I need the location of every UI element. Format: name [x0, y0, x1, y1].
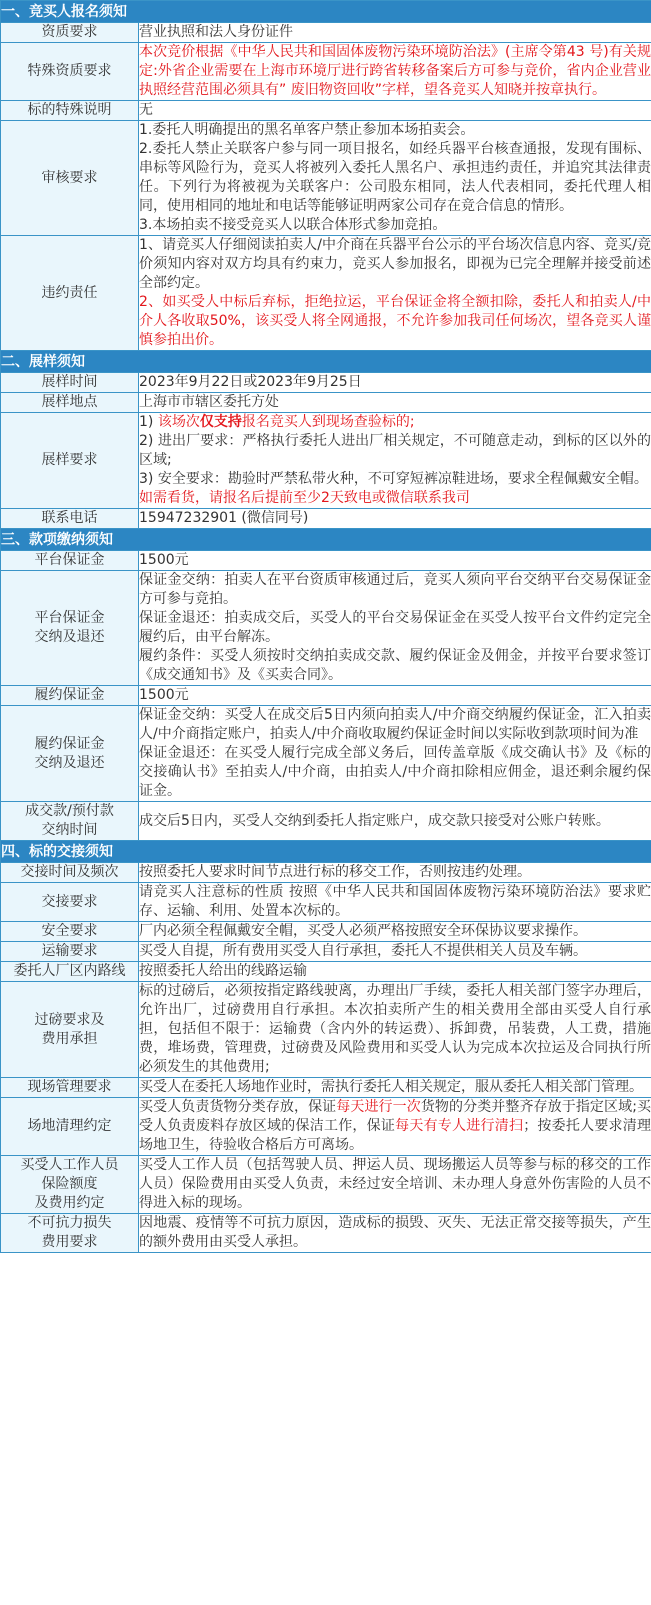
platform-deposit-conditions: 履约条件：买受人须按时交纳拍卖成交款、履约保证金及佣金，并按平台要求签订《成交通知书》及《买卖合同》。: [139, 648, 651, 683]
breach-item-2: 2、如买受人中标后弃标，拒绝拉运，平台保证金将全额扣除，委托人和拍卖人/中介人各收取50%，该买受人将全网通报，不允许参加我司任何场次，望各竞买人谨慎参拍出价。: [139, 294, 651, 348]
handover-time-label: 交接时间及频次: [1, 863, 139, 883]
weighing-label: [1, 982, 139, 1078]
breach-item-1: 1、请竞买人仔细阅读拍卖人/中介商在兵器平台公示的平台场次信息内容、竞买/竞价须知内容对双方均具有约束力，竞买人参加报名，即视为已完全理解并接受前述全部约定。: [139, 237, 651, 291]
handover-time-value: 按照委托人要求时间节点进行标的移交工作，否则按违约处理。: [139, 863, 651, 883]
site-cleanup-value: [139, 1098, 651, 1156]
platform-deposit-refund: 保证金退还：拍卖成交后，买受人的平台交易保证金在买受人按平台文件约定完全履约后，由平台解冻。: [139, 610, 651, 645]
site-management-value: 买受人在委托人场地作业时，需执行委托人相关规定，服从委托人相关部门管理。: [139, 1078, 651, 1098]
force-majeure-label: [1, 1214, 139, 1253]
inspection-requirements-label: 展样要求: [1, 413, 139, 509]
performance-deposit-pay: 保证金交纳：买受人在成交后5日内须向拍卖人/中介商交纳履约保证金，汇入拍卖人/中介商指定账户，拍卖人/中介商收取履约保证金时间以实际收到款项时间为准: [139, 707, 651, 742]
site-cleanup-label: 场地清理约定: [1, 1098, 139, 1156]
payment-time-value: 成交后5日内，买受人交纳到委托人指定账户，成交款只接受对公账户转账。: [139, 802, 651, 841]
weighing-label-line1: 过磅要求及: [34, 1011, 105, 1028]
breach-liability-label: 违约责任: [1, 236, 139, 351]
special-note-value: 无: [139, 101, 651, 121]
platform-deposit-label: 平台保证金: [1, 551, 139, 571]
weighing-value: 标的过磅后，必须按指定路线驶离，办理出厂手续，委托人相关部门签字办理后，允许出厂，过磅费用自行承担。本次拍卖所产生的相关费用全部由买受人自行承担，包括但不限于：运输费（含内外的转运费）、拆卸费，吊装费，人工费，措施费，堆场费，管理费，过磅费及风险费用和买受人认为完成本次拉运及合同执行所必须发生的其他费用;: [139, 982, 651, 1078]
staff-insurance-label-line2: 保险额度: [41, 1176, 98, 1192]
payment-time-label: [1, 802, 139, 841]
weighing-label-line2: 费用承担: [41, 1030, 98, 1047]
handover-requirements-label: 交接要求: [1, 883, 139, 922]
performance-deposit-refund: 保证金退还：在买受人履行完成全部义务后，回传盖章版《成交确认书》及《标的交接确认书》至拍卖人/中介商，由拍卖人/中介商扣除相应佣金，退还剩余履约保证金。: [139, 745, 651, 799]
platform-deposit-process-value: [139, 571, 651, 686]
special-qualification-label: 特殊资质要求: [1, 43, 139, 101]
inspection-requirements-value: [139, 413, 651, 509]
review-item-1: 1.委托人明确提出的黑名单客户禁止参加本场拍卖会。: [139, 122, 475, 138]
section-title-inspection: 二、展样须知: [1, 351, 651, 373]
review-item-3: 3.本场拍卖不接受竞买人以联合体形式参加竞拍。: [139, 217, 447, 233]
staff-insurance-value: 买受人工作人员（包括驾驶人员、押运人员、现场搬运人员等参与标的移交的工作人员）保险费用由买受人负责，未经过安全培训、未办理人身意外伤害险的人员不得进入标的现场。: [139, 1156, 651, 1214]
inspection-time-label: 展样时间: [1, 373, 139, 393]
section-title-payment: 三、款项缴纳须知: [1, 529, 651, 551]
site-cleanup-text-1: 买受人负责货物分类存放，保证: [139, 1099, 337, 1115]
site-cleanup-emphasis-2: 每天有专人进行清扫: [395, 1118, 524, 1134]
inspection-time-value: 2023年9月22日或2023年9月25日: [139, 373, 651, 393]
transport-requirements-label: 运输要求: [1, 942, 139, 962]
inspection-item-1-bold: 仅支持: [199, 414, 242, 430]
staff-insurance-label: [1, 1156, 139, 1214]
breach-liability-value: [139, 236, 651, 351]
site-management-label: 现场管理要求: [1, 1078, 139, 1098]
payment-time-label-line2: 交纳时间: [41, 822, 98, 838]
site-cleanup-text-2: 货物的分类并整齐存放于指定区域;买受人负责废料存放区域的保洁工作，保证: [139, 1099, 651, 1134]
performance-deposit-process-label-line1: 履约保证金: [34, 735, 105, 752]
contact-phone-value: 15947232901 (微信同号): [139, 509, 651, 529]
plant-route-value: 按照委托人给出的线路运输: [139, 962, 651, 982]
inspection-item-2: 2) 进出厂要求：严格执行委托人进出厂相关规定，不可随意走动，到标的区以外的区域;: [139, 433, 651, 468]
safety-requirements-label: 安全要求: [1, 922, 139, 942]
inspection-location-label: 展样地点: [1, 393, 139, 413]
inspection-item-1-prefix: 1): [139, 414, 158, 430]
qualification-value: 营业执照和法人身份证件: [139, 23, 651, 43]
special-note-label: 标的特殊说明: [1, 101, 139, 121]
platform-deposit-value: 1500元: [139, 551, 651, 571]
section-title-bidder-registration: 一、竞买人报名须知: [1, 1, 651, 23]
staff-insurance-label-line3: 及费用约定: [34, 1195, 105, 1211]
review-requirements-value: [139, 121, 651, 236]
force-majeure-value: 因地震、疫情等不可抗力原因，造成标的损毁、灭失、无法正常交接等损失，产生的额外费用由买受人承担。: [139, 1214, 651, 1253]
contact-phone-label: 联系电话: [1, 509, 139, 529]
review-requirements-label: 审核要求: [1, 121, 139, 236]
performance-deposit-process-label: [1, 706, 139, 802]
section-title-handover: 四、标的交接须知: [1, 841, 651, 863]
handover-requirements-value: 请竞买人注意标的性质 按照《中华人民共和国固体废物污染环境防治法》要求贮存、运输、利用、处置本次标的。: [139, 883, 651, 922]
inspection-contact-note: 如需看货，请报名后提前至少2天致电或微信联系我司: [139, 490, 470, 506]
inspection-item-1: [139, 413, 651, 432]
review-item-2: 2.委托人禁止关联客户参与同一项目报名，如经兵器平台核查通报，发现有围标、串标等风险行为，竞买人将被列入委托人黑名户、承担违约责任，并追究其法律责任。下列行为将被视为关联客户：公司股东相同，法人代表相同，委托代理人相同，使用相同的地址和电话等能够证明两家公司存在竞合信息的情形。: [139, 141, 651, 214]
force-majeure-label-line1: 不可抗力损失: [27, 1215, 112, 1231]
qualification-label: 资质要求: [1, 23, 139, 43]
performance-deposit-process-label-line2: 交纳及退还: [34, 754, 105, 771]
special-qualification-value: 本次竞价根据《中华人民共和国固体废物污染环境防治法》(主席令第43 号)有关规定:外省企业需要在上海市环境厅进行跨省转移备案后方可参与竞价，省内企业营业执照经营范围必须具有” 废旧物资回收”字样，望各竞买人知晓并按章执行。: [139, 43, 651, 101]
payment-time-label-line1: 成交款/预付款: [25, 803, 114, 819]
platform-deposit-pay: 保证金交纳：拍卖人在平台资质审核通过后，竞买人须向平台交纳平台交易保证金方可参与竞拍。: [139, 572, 651, 607]
platform-deposit-process-label-line1: 平台保证金: [34, 610, 105, 626]
force-majeure-label-line2: 费用要求: [41, 1234, 98, 1250]
performance-deposit-value: 1500元: [139, 686, 651, 706]
inspection-item-1-red-a: 该场次: [157, 414, 200, 430]
performance-deposit-process-value: [139, 706, 651, 802]
inspection-location-value: 上海市市辖区委托方处: [139, 393, 651, 413]
site-cleanup-text-3: ；按委托人要求清理场地卫生，待验收合格后方可离场。: [139, 1118, 651, 1153]
platform-deposit-process-label: [1, 571, 139, 686]
inspection-item-1-red-b: 报名竞买人到现场查验标的;: [241, 414, 415, 430]
safety-requirements-value: 厂内必须全程佩戴安全帽，买受人必须严格按照安全环保协议要求操作。: [139, 922, 651, 942]
performance-deposit-label: 履约保证金: [1, 686, 139, 706]
platform-deposit-process-label-line2: 交纳及退还: [34, 629, 105, 645]
plant-route-label: 委托人厂区内路线: [1, 962, 139, 982]
transport-requirements-value: 买受人自提，所有费用买受人自行承担，委托人不提供相关人员及车辆。: [139, 942, 651, 962]
inspection-item-3: 3) 安全要求：勘验时严禁私带火种，不可穿短裤凉鞋进场，要求全程佩戴安全帽。: [139, 471, 648, 487]
staff-insurance-label-line1: 买受人工作人员: [20, 1157, 119, 1173]
site-cleanup-emphasis-1: 每天进行一次: [336, 1099, 421, 1115]
